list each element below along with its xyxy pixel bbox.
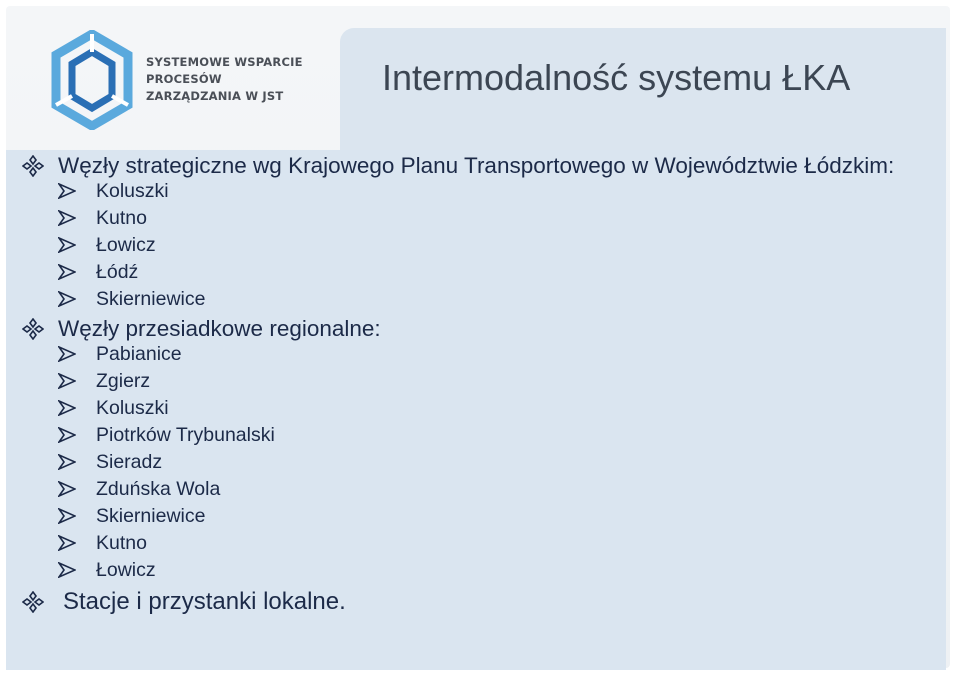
logo-line: PROCESÓW [146,72,222,86]
bullet-content [20,150,945,616]
arrowhead-bullet-icon [58,508,76,524]
four-diamond-bullet-icon [22,155,44,177]
logo [50,30,303,130]
arrowhead-bullet-icon [58,562,76,578]
list-item [20,422,945,449]
arrowhead-bullet-icon [58,535,76,551]
list-item [20,368,945,395]
arrowhead-bullet-icon [58,427,76,443]
arrowhead-bullet-icon [58,481,76,497]
list-item [20,341,945,368]
list-item-label: Koluszki [96,180,169,202]
section-heading [20,154,945,178]
list-item-label: Kutno [96,532,147,554]
list-item-label: Łódź [96,261,139,283]
slide-title: Intermodalność systemu ŁKA [382,57,851,98]
list-item-label: Skierniewice [96,288,206,310]
arrowhead-bullet-icon [58,210,76,226]
arrowhead-bullet-icon [58,346,76,362]
list-item [20,557,945,584]
list-item-label: Kutno [96,207,147,229]
arrowhead-bullet-icon [58,264,76,280]
list-item-label: Zgierz [96,370,151,392]
logo-line: SYSTEMOWE WSPARCIE [146,55,303,69]
section-heading [20,588,945,616]
arrowhead-bullet-icon [58,183,76,199]
arrowhead-bullet-icon [58,291,76,307]
list-item [20,286,945,313]
list-item [20,503,945,530]
four-diamond-bullet-icon [22,591,44,613]
arrowhead-bullet-icon [58,400,76,416]
list-item-label: Pabianice [96,343,182,365]
list-item-label: Łowicz [96,559,156,581]
arrowhead-bullet-icon [58,237,76,253]
four-diamond-bullet-icon [22,318,44,340]
list-item [20,395,945,422]
list-item [20,449,945,476]
list-item-label: Koluszki [96,397,169,419]
logo-wordmark [146,54,303,105]
list-item-label: Skierniewice [96,505,206,527]
list-item-label: Zduńska Wola [96,478,221,500]
list-item-label: Sieradz [96,451,163,473]
list-item [20,205,945,232]
section-heading-text: Stacje i przystanki lokalne. [63,588,346,615]
list-item [20,178,945,205]
section-heading-text: Węzły przesiadkowe regionalne: [58,316,381,341]
list-item [20,476,945,503]
list-item [20,232,945,259]
section-heading [20,317,945,341]
list-item [20,259,945,286]
arrowhead-bullet-icon [58,454,76,470]
list-item-label: Łowicz [96,234,156,256]
logo-line: ZARZĄDZANIA W JST [146,89,284,103]
arrowhead-bullet-icon [58,373,76,389]
section-heading-text: Węzły strategiczne wg Krajowego Planu Transportowego w Województwie Łódzkim: [58,153,895,178]
hexagon-logo-icon [50,30,134,130]
list-item-label: Piotrków Trybunalski [96,424,275,446]
list-item [20,530,945,557]
